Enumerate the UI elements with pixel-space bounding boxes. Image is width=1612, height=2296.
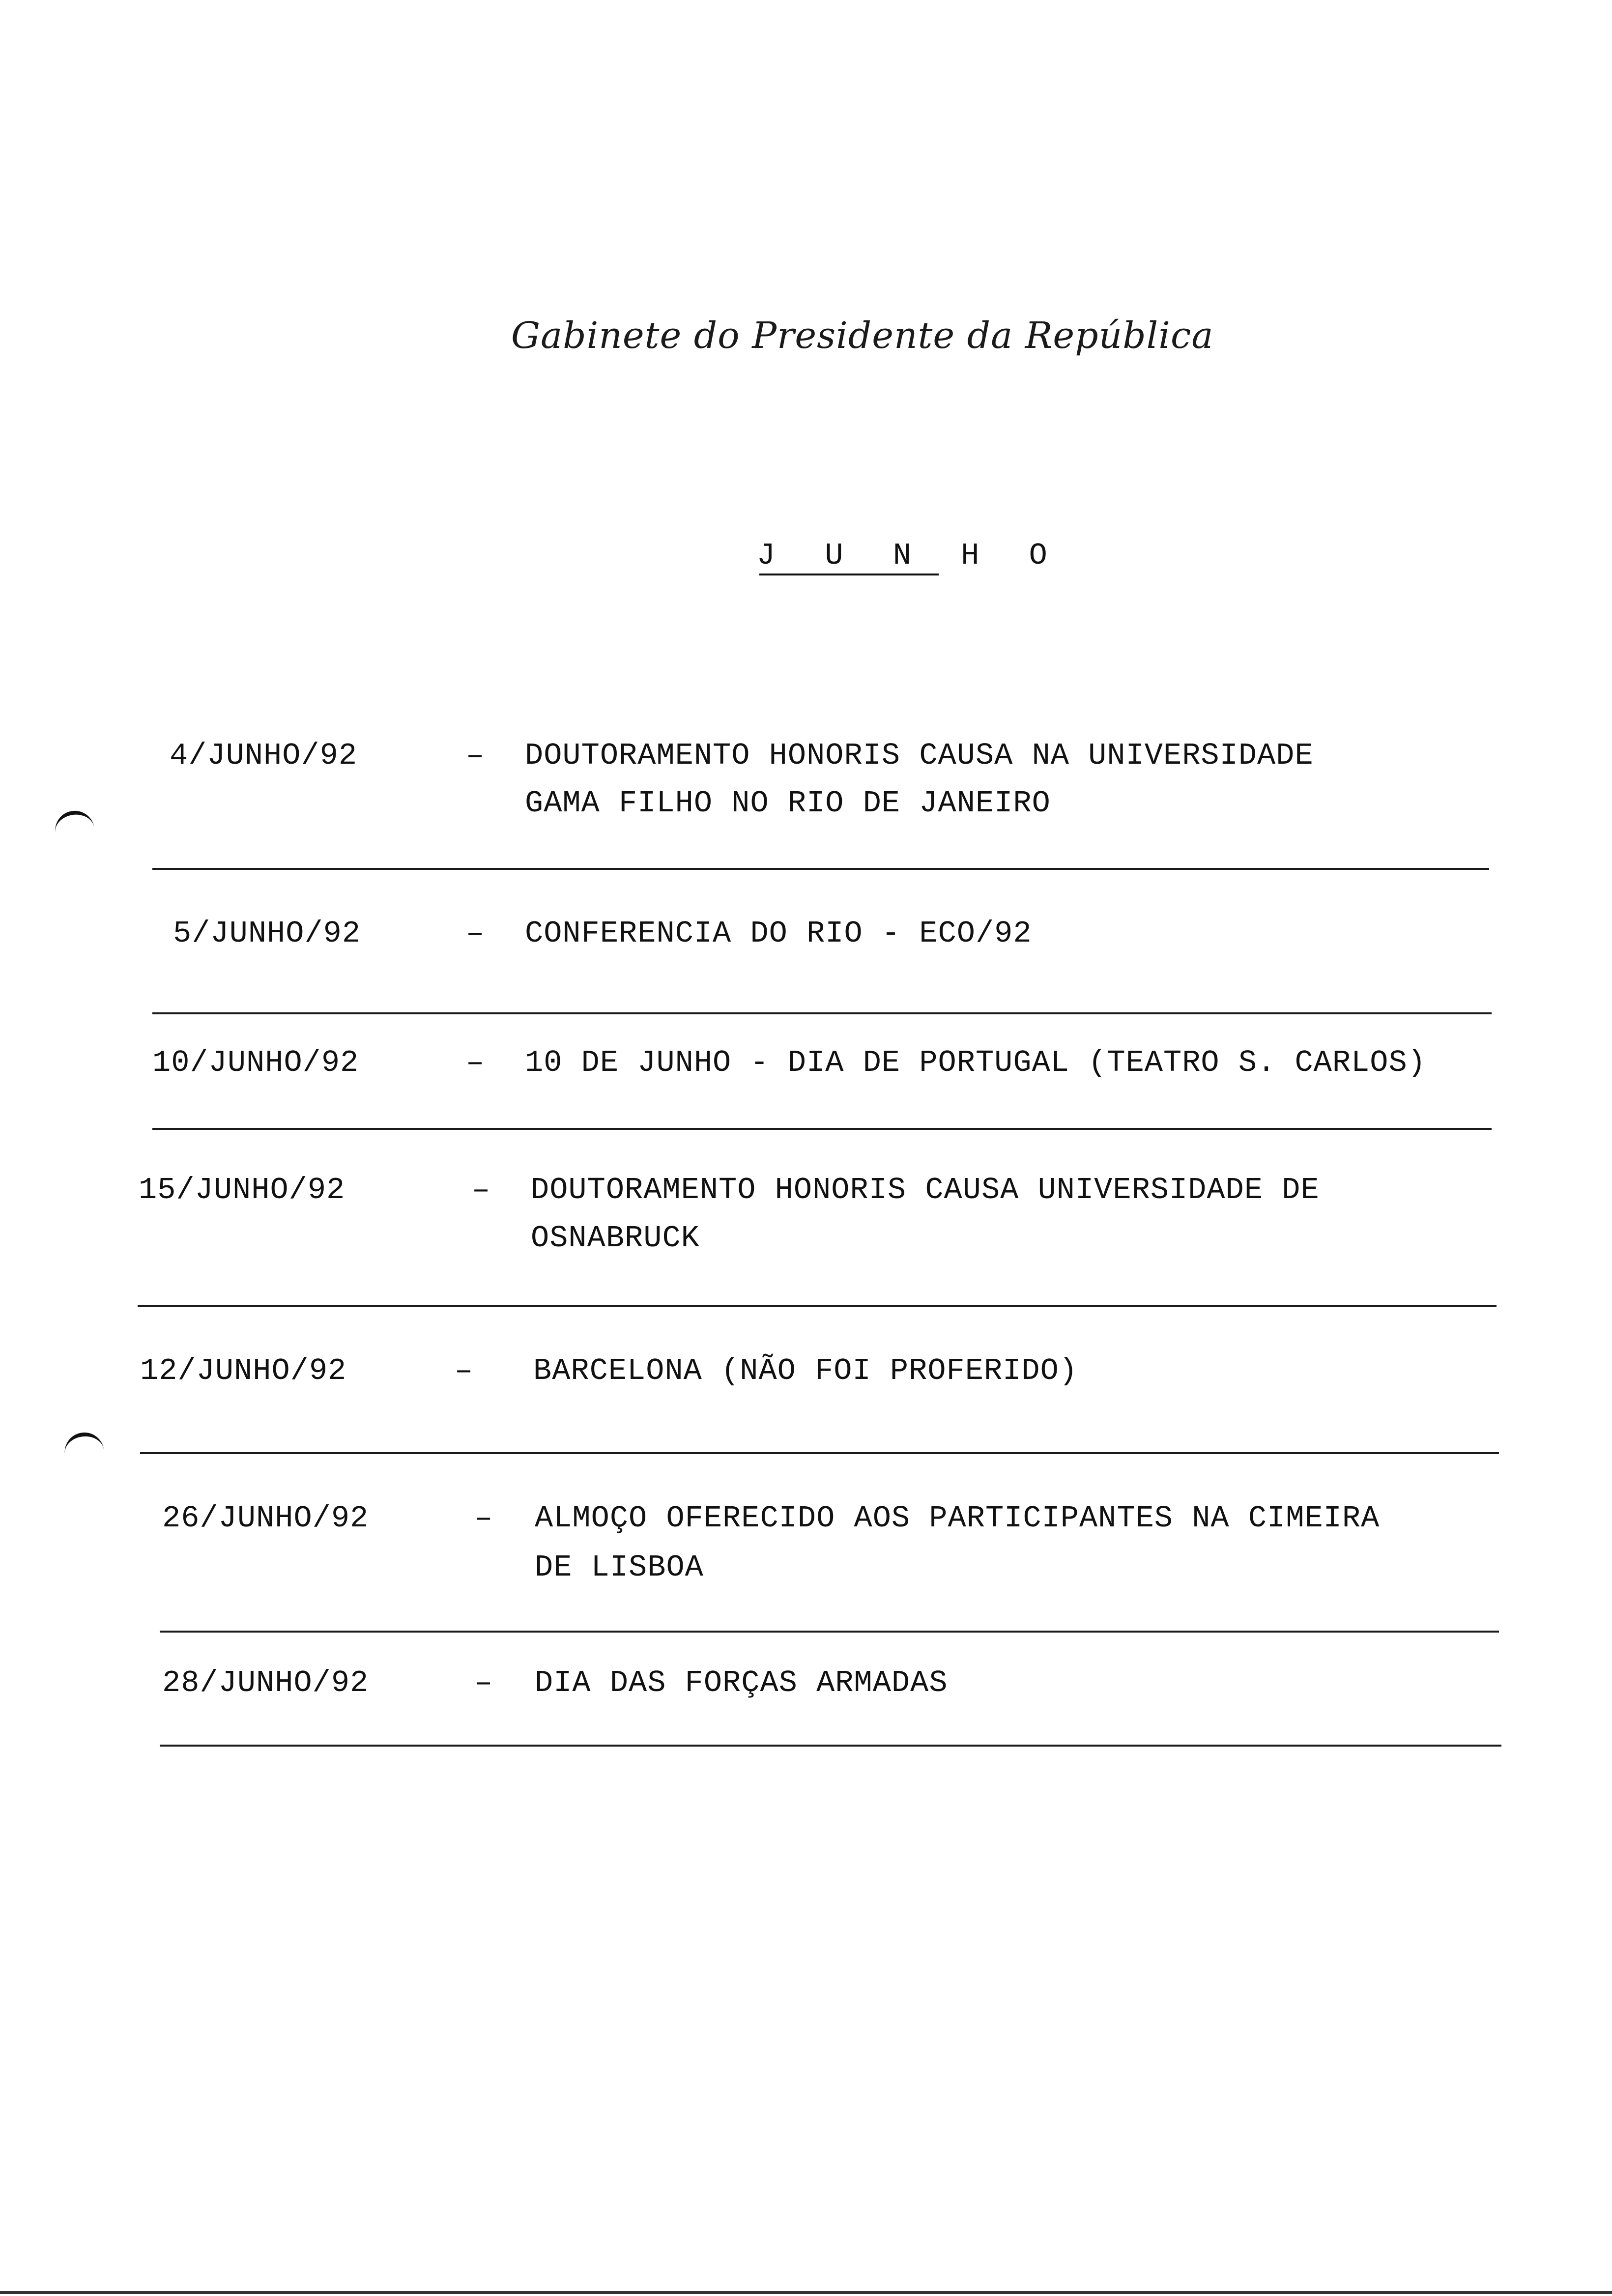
entry-description: 10 DE JUNHO - DIA DE PORTUGAL (TEATRO S. CARLOS) (525, 1045, 1426, 1080)
entry-description: OSNABRUCK (531, 1221, 700, 1256)
entry-dash: – (474, 1665, 493, 1700)
letterhead: Gabinete do Presidente da República (511, 315, 1214, 357)
punch-mark (53, 808, 95, 837)
row-divider (152, 868, 1489, 870)
entry-dash: – (455, 1353, 474, 1388)
entry-date: 12/JUNHO/92 (140, 1353, 347, 1388)
entry-dash: – (466, 916, 485, 951)
entry-dash: – (466, 738, 485, 773)
row-divider (152, 1012, 1492, 1014)
row-divider (160, 1745, 1501, 1747)
row-divider (160, 1631, 1499, 1633)
entry-dash: – (474, 1501, 493, 1536)
entry-date: 4/JUNHO/92 (170, 738, 358, 773)
entry-description: DE LISBOA (535, 1550, 704, 1585)
entry-date: 26/JUNHO/92 (162, 1501, 369, 1536)
entry-dash: – (472, 1173, 491, 1207)
entry-description: CONFERENCIA DO RIO - ECO/92 (525, 916, 1032, 951)
row-divider (152, 1128, 1492, 1130)
entry-date: 10/JUNHO/92 (152, 1045, 359, 1080)
entry-description: DOUTORAMENTO HONORIS CAUSA NA UNIVERSIDADE (525, 738, 1314, 773)
punch-mark (63, 1431, 105, 1458)
entry-date: 28/JUNHO/92 (162, 1665, 369, 1700)
entry-date: 5/JUNHO/92 (173, 916, 361, 951)
page-title: J U N H O (757, 538, 1063, 573)
entry-description: BARCELONA (NÃO FOI PROFERIDO) (533, 1353, 1078, 1388)
page-edge (0, 2291, 1612, 2294)
entry-description: GAMA FILHO NO RIO DE JANEIRO (525, 786, 1051, 821)
title-underline (759, 574, 939, 575)
row-divider (138, 1305, 1497, 1307)
entry-description: ALMOÇO OFERECIDO AOS PARTICIPANTES NA CIMEIRA (535, 1501, 1380, 1536)
entry-date: 15/JUNHO/92 (139, 1173, 345, 1207)
row-divider (140, 1452, 1499, 1454)
entry-dash: – (466, 1045, 485, 1080)
entry-description: DIA DAS FORÇAS ARMADAS (535, 1665, 948, 1700)
entry-description: DOUTORAMENTO HONORIS CAUSA UNIVERSIDADE DE (531, 1173, 1320, 1207)
